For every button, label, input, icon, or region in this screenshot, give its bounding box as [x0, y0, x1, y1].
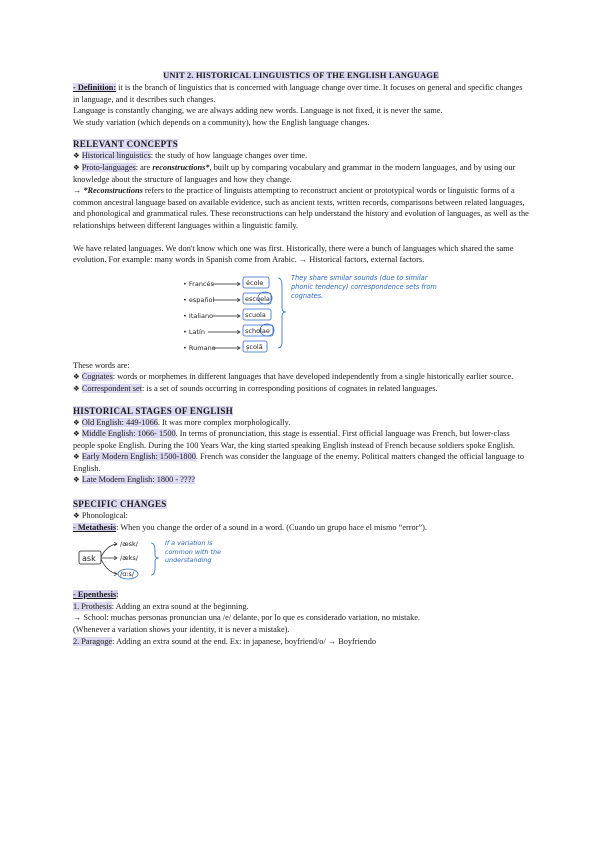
diamond-bullet-icon: ❖ [73, 162, 80, 172]
definition-paragraph: - Definition: it is the branch of linguistics that is concerned with language change over time. It focuses on general and specific changes in language, and it describes such changes. [73, 83, 523, 104]
svg-text:• Francés: • Francés [183, 279, 214, 288]
historical-linguistics-item: ❖ Historical linguistics: the study of how language changes over time. [73, 151, 308, 161]
phonological-item: ❖ Phonological: [73, 511, 128, 521]
fig-lang-4: Rumano [188, 343, 216, 352]
definition-line-2: Language is constantly changing, we are always adding new words. Language is not fixed, it is never the same. [73, 106, 443, 116]
diamond-bullet-icon: ❖ [73, 452, 80, 462]
proto-languages-item: ❖ Proto-languages: are reconstructions*, built up by comparing vocabulary and grammar in the modern languages, and by using our knowledge about the structure of languages and how they change. [73, 162, 516, 184]
metathesis-note: If a variation is common with the understanding [165, 539, 221, 565]
old-english-item: ❖ Old English: 449-1066. It was more complex morphologically. [73, 417, 291, 427]
prothesis-item: 1. Prothesis: Adding an extra sound at the beginning. [73, 601, 249, 611]
cognates-item: ❖ Cognates: words or morphemes in different languages that have developed independently from a single historically earlier source. [73, 372, 514, 382]
fig-word-0: école [246, 278, 264, 287]
diamond-bullet-icon: ❖ [73, 372, 80, 382]
paragoge-item: 2. Paragoge: Adding an extra sound at the end. Ex: in japanese, boyfriend/o/ → Boyfriendo [73, 636, 376, 646]
fig2-form-2: /ɑːs/ [120, 570, 135, 579]
fig-word-4: școlă [246, 342, 263, 351]
historical-stages-heading: HISTORICAL STAGES OF ENGLISH [73, 405, 234, 416]
diamond-bullet-icon: ❖ [73, 475, 80, 485]
epenthesis-item: - Epenthesis: [73, 590, 119, 600]
fig-word-1: escuela [245, 294, 270, 303]
svg-text:• Latín: • Latín [183, 327, 205, 336]
specific-changes-heading: SPECIFIC CHANGES [73, 499, 167, 510]
diamond-bullet-icon: ❖ [73, 511, 80, 521]
diamond-bullet-icon: ❖ [73, 151, 80, 161]
definition-label: - Definition: [73, 83, 117, 92]
fig-word-3: scholae [245, 326, 270, 335]
related-languages-paragraph: We have related languages. We don't know which one was first. Historically, there were a bunch of languages which shared the same evolution. For example: many words in Spanish come from Arabic. → Historical factors, external factors. [73, 243, 514, 265]
middle-english-item: ❖ Middle English: 1066- 1500. In terms of pronunciation, this stage is essential. First official language was French, but lower-class people spoke English. During the 100 Years War, the king started speaking English instead of French because soldiers spoke English. [73, 429, 515, 450]
cognates-note: They share similar sounds (due to similar phonic tendency) correspondence sets from cognates. [291, 273, 437, 300]
fig-lang-3: Latín [188, 327, 205, 336]
fig-lang-2: Italiano [188, 311, 214, 320]
school-example: → School: muchas personas pronuncian una /e/ delante, por lo que es considerado variation, no mistake. [73, 613, 420, 623]
fig2-form-0: /æsk/ [120, 540, 138, 549]
relevant-concepts-heading: RELEVANT CONCEPTS [73, 139, 179, 150]
early-modern-english-item: ❖ Early Modern English: 1500-1800. French was consider the language of the enemy. Political matters changed the official language to English. [73, 452, 524, 473]
page-title: UNIT 2. HISTORICAL LINGUISTICS OF THE ENGLISH LANGUAGE [163, 71, 439, 80]
these-words-intro: These words are: [73, 360, 130, 370]
fig-lang-1: español [188, 295, 215, 304]
svg-text:• Rumano: • Rumano [183, 343, 216, 352]
svg-text:• Italiano: • Italiano [183, 311, 214, 320]
fig-word-2: scuola [245, 310, 266, 319]
fig2-form-1: /æks/ [120, 554, 138, 563]
correspondent-set-item: ❖ Correspondent set: is a set of sounds occurring in corresponding positions of cognates in related languages. [73, 383, 438, 393]
definition-line-3: We study variation (which depends on a community), how the English language changes. [73, 117, 370, 127]
metathesis-item: - Metathesis: When you change the order of a sound in a word. (Cuando un grupo hace el mismo “error”). [73, 522, 427, 532]
whenever-note: (Whenever a variation shows your identity, it is never a mistake). [73, 625, 290, 635]
cognates-figure [73, 272, 529, 354]
document-page [73, 70, 529, 647]
metathesis-figure [73, 537, 529, 583]
diamond-bullet-icon: ❖ [73, 429, 80, 439]
reconstructions-paragraph: → *Reconstructions refers to the practice of linguists attempting to reconstruct ancient or prototypical words or linguistic forms of a common ancestral language based on available evidence, such as ancient texts, written records, comparisons between related languages, and phonological and grammatical rules. These reconstructions can help understand the history and evolution of languages, as well as the relationships between different languages within a linguistic family. [73, 186, 529, 230]
late-modern-english-item: ❖ Late Modern English: 1800 - ???? [73, 475, 195, 485]
fig-lang-0: Francés [188, 279, 214, 288]
svg-text:• español: • español [183, 295, 215, 304]
fig2-word: ask [82, 554, 96, 564]
diamond-bullet-icon: ❖ [73, 417, 80, 427]
diamond-bullet-icon: ❖ [73, 383, 80, 393]
